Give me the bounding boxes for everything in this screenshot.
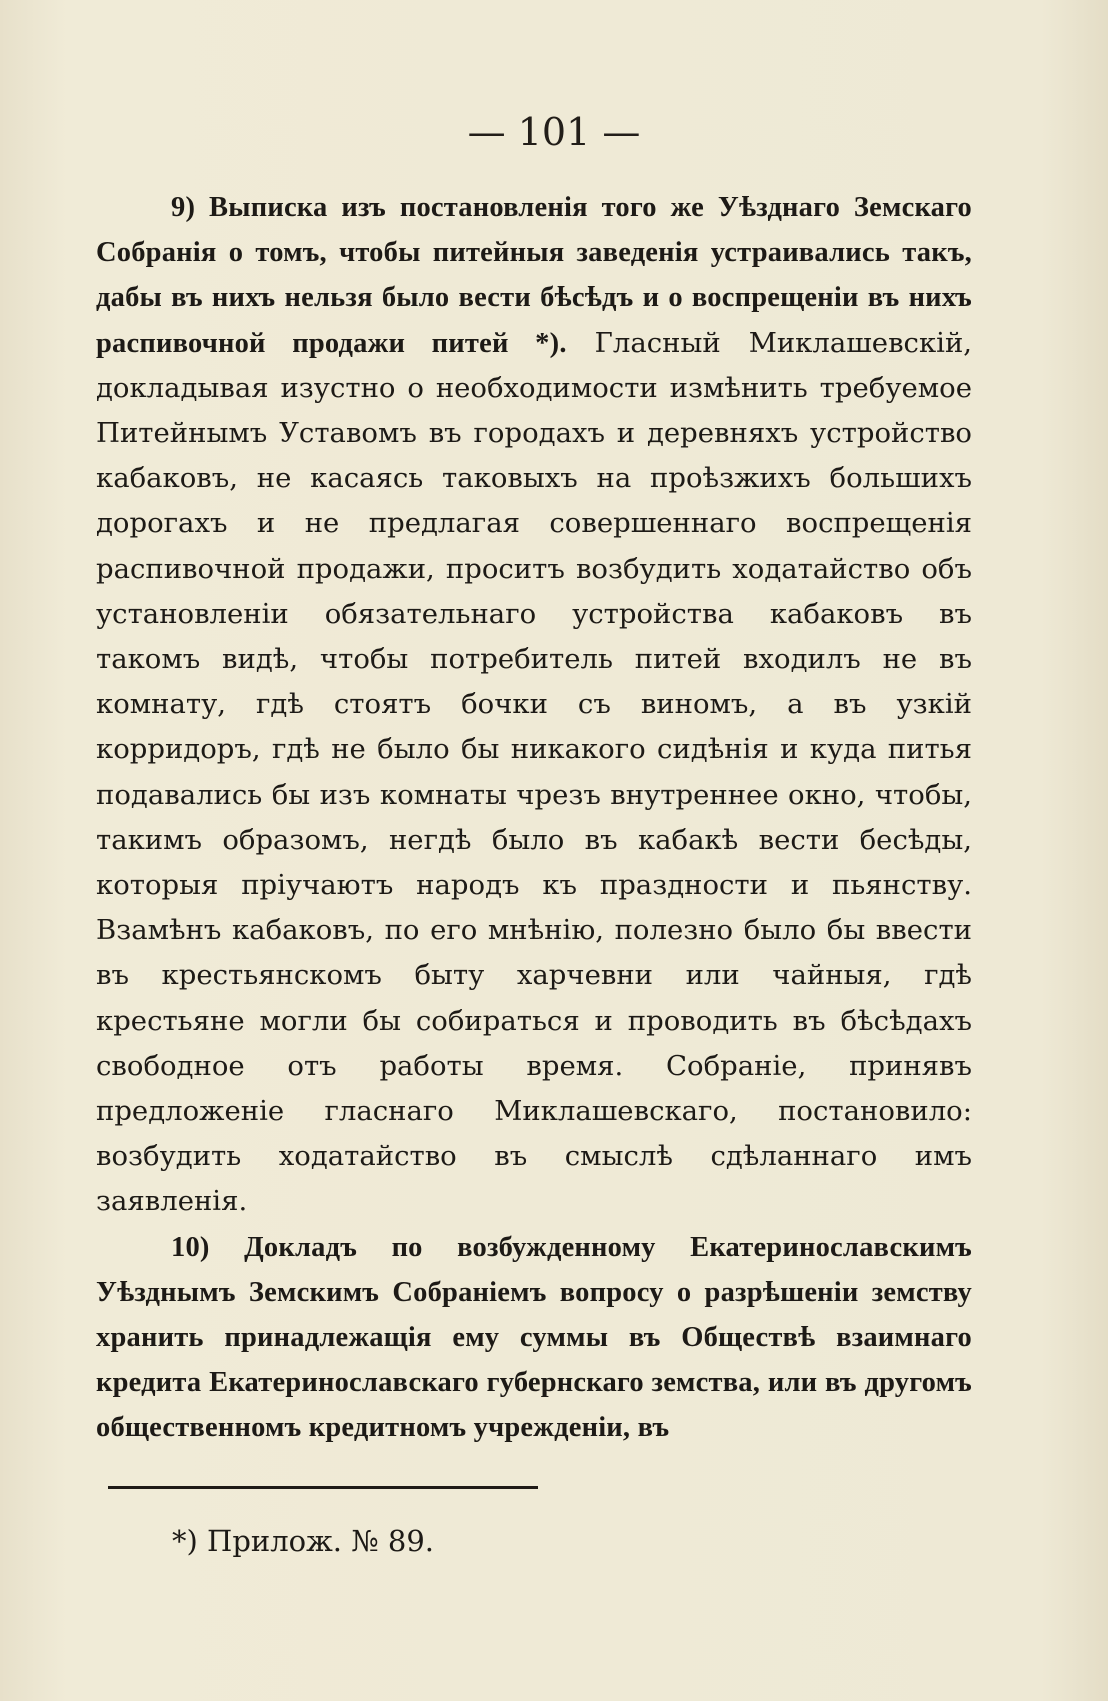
item-9-heading: 9) Выписка изъ постановленія того же Уѣзднаго Земскаго Собранія о томъ, чтобы питейныя заведенія устраивались такъ, дабы въ нихъ нельзя было вести бѣсѣдъ и о воспрещеніи въ нихъ распивочной продажи питей *). (96, 192, 972, 359)
item-10 (96, 1225, 972, 1451)
footnote: *) Прилож. № 89. (172, 1524, 434, 1558)
footnote-divider (108, 1486, 538, 1489)
main-text (96, 185, 972, 1451)
item-9 (96, 185, 972, 1225)
item-10-heading: 10) Докладъ по возбужденному Екатеринославскимъ Уѣзднымъ Земскимъ Собраніемъ вопросу о разрѣшеніи земству хранить принадлежащія ему суммы въ Обществѣ взаимнаго кредита Екатеринославскаго губернскаго земства, или въ другомъ общественномъ кредитномъ учрежденіи, въ (96, 1231, 972, 1444)
item-9-body: Гласный Миклашевскій, докладывая изустно о необходимости измѣнить требуемое Питейнымъ Уставомъ въ городахъ и деревняхъ устройство кабаковъ, не касаясь таковыхъ на проѣзжихъ большихъ дорогахъ и не предлагая совершеннаго воспрещенія распивочной продажи, проситъ возбудить ходатайство объ установленіи обязательнаго устройства кабаковъ въ такомъ видѣ, чтобы потребитель питей входилъ не въ комнату, гдѣ стоятъ бочки съ виномъ, а въ узкій корридоръ, гдѣ не было бы никакого сидѣнія и куда питья подавались бы изъ комнаты чрезъ внутреннее окно, чтобы, такимъ образомъ, негдѣ было въ кабакѣ вести бесѣды, которыя пріучаютъ народъ къ праздности и пьянству. Взамѣнъ кабаковъ, по его мнѣнію, полезно было бы ввести въ крестьянскомъ быту харчевни или чайныя, гдѣ крестьяне могли бы собираться и проводить въ бѣсѣдахъ свободное отъ работы время. Собраніе, принявъ предложеніе гласнаго Миклашевскаго, постановило: возбудить ходатайство въ смыслѣ сдѣланнаго имъ заявленія. (96, 326, 973, 1218)
page-number: — 101 — (467, 110, 641, 154)
